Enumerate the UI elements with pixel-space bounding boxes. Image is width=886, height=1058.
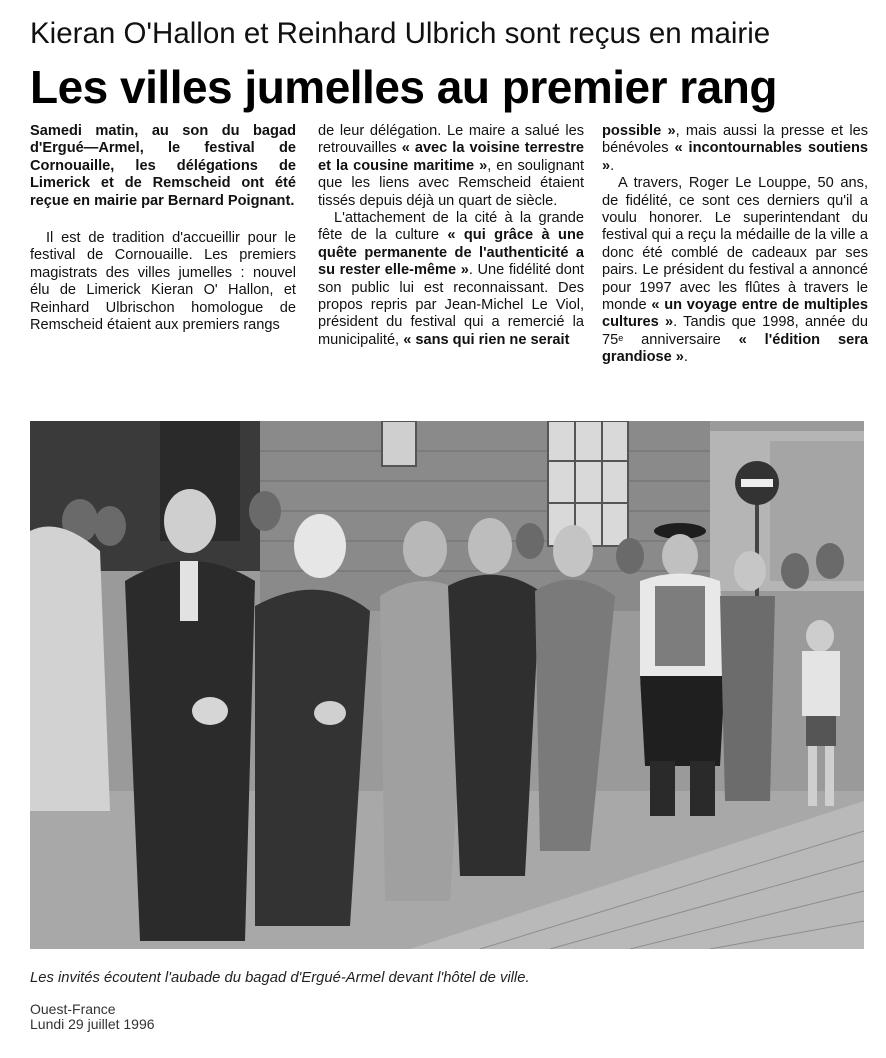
text-run: anniversaire: [623, 331, 721, 348]
article-column-1: [30, 123, 296, 334]
text-run: A travers, Roger Le Louppe, 50 ans, de fidélité, ce sont ces derniers qu'il a voulu honorer. Le superintendant du festival qui a reçu la médaille de la ville a donc été comblé de cadeaux par ses pairs. Le président du festival a annoncé pour 1997 avec les flûtes à travers le monde: [602, 175, 868, 314]
quote-bold: « avec la voisine terrestre et la cousine maritime »: [318, 140, 584, 174]
quote-bold: « sans qui rien ne serait: [403, 331, 570, 348]
quote-bold: possible »: [602, 123, 676, 139]
article-column-3: [602, 123, 868, 367]
article-lead: Samedi matin, au son du bagad d'Ergué—Armel, le festival de Cornouaille, les délégations de Limerick et de Remscheid ont été reçue en mairie par Bernard Poignant.: [30, 123, 296, 209]
quote-bold: « l'édition sera grandiose »: [602, 331, 868, 366]
photo-illustration: [30, 421, 864, 949]
article-paragraph: [602, 123, 868, 175]
photo-caption: Les invités écoutent l'aubade du bagad d'Ergué-Armel devant l'hôtel de ville.: [30, 970, 530, 986]
quote-bold: « un voyage entre de multiples cultures »: [602, 297, 868, 331]
text-run: L'attachement de la cité à la grande fête de la culture: [318, 210, 584, 244]
text-run: , en soulignant que les liens avec Remscheid étaient tissés depuis déjà un quart de siècle.: [318, 157, 584, 209]
superscript: e: [618, 332, 624, 343]
article-headline: Les villes jumelles au premier rang: [30, 61, 777, 113]
article-kicker: Kieran O'Hallon et Reinhard Ulbrich sont reçus en mairie: [30, 17, 771, 50]
newspaper-name: Ouest-France: [30, 1001, 116, 1017]
article-paragraph: [602, 175, 868, 366]
article-column-2: [318, 123, 584, 349]
quote-bold: « qui grâce à une quête permanente de l'authenticité a su rester elle-même »: [318, 227, 584, 279]
news-photo: [30, 421, 864, 949]
article-paragraph: [318, 123, 584, 210]
text-run: .: [683, 349, 688, 366]
quote-bold: « incontournables soutiens »: [602, 140, 868, 174]
text-run: de leur délégation. Le maire a salué les retrouvailles: [318, 123, 584, 157]
text-run: . Une fidélité dont son public lui est reconnaissant. Des propos repris par Jean-Michel Le Viol, président du festival qui a remercié la municipalité,: [318, 262, 584, 348]
publication-date: Lundi 29 juillet 1996: [30, 1016, 155, 1032]
source-credit: [30, 1002, 155, 1032]
text-run: , mais aussi la presse et les bénévoles: [602, 123, 868, 157]
article-paragraph: Il est de tradition d'accueillir pour le festival de Cornouaille. Les premiers magistrats des villes jumelles : nouvel élu de Limerick Kieran O' Hallon, et Reinhard Ulbrischon homologue de Remscheid étaient aux premiers rangs: [30, 230, 296, 334]
article-paragraph: [318, 210, 584, 349]
text-run: .: [610, 157, 615, 174]
text-run: . Tandis que 1998, année du 75: [602, 314, 868, 348]
